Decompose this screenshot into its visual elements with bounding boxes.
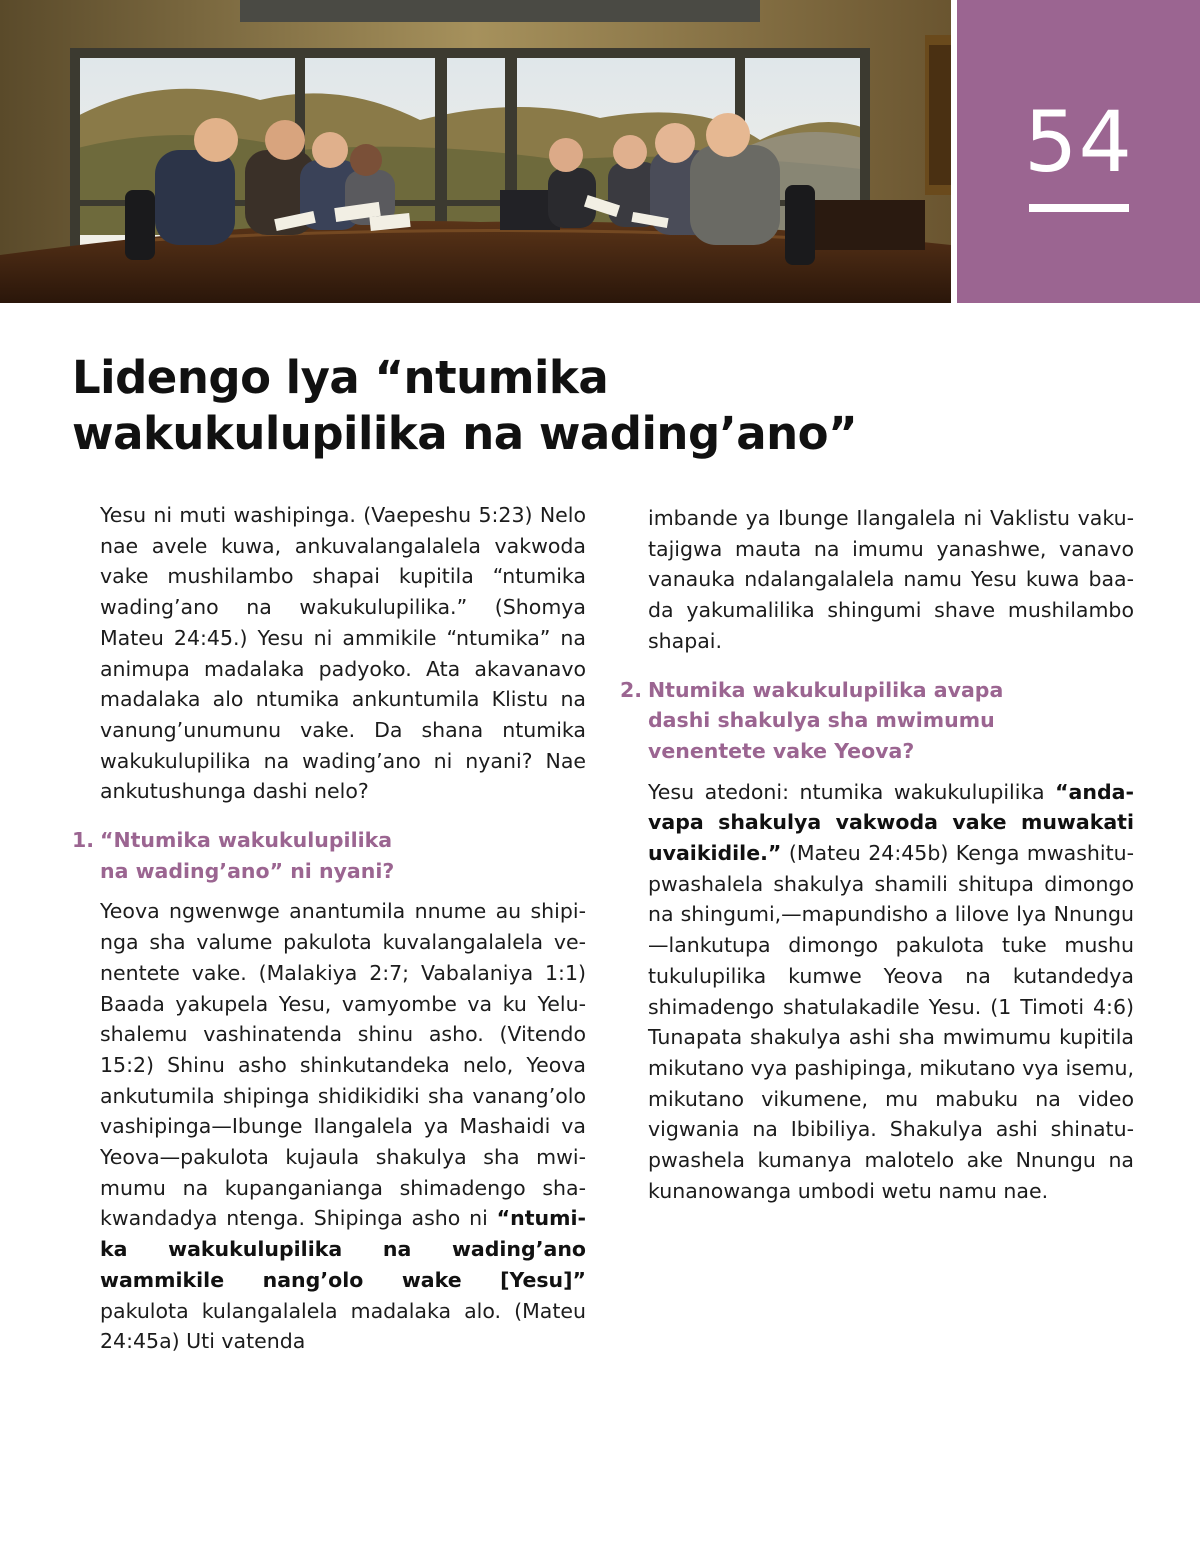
question-1-answer-continued: imbande ya Ibunge Ilangalela ni Vaklistu vakutajigwa mauta na imumu yanashwe, vanavo vanauka ndalangalalela namu Yesu kuwa baada yakumalilika shingumi shave mushilambo shapai. (648, 506, 1134, 653)
question-2-answer-part-a: Yesu atedoni: ntumika wakukulupilika (648, 779, 1056, 804)
question-2-answer (648, 777, 1134, 1207)
left-column (72, 500, 586, 1357)
question-1-answer (100, 896, 586, 1357)
question-1-answer-part-a: Yeova ngwenwge anantumila nnume au shipinga sha valume pakulota kuvalangalalela venentete vake. (Malakiya 2:7; Vabalaniya 1:1) Baada yakupela Yesu, vamyombe va ku Yelushalemu vashinatenda shinu asho. (Vitendo 15:2) Shinu asho shinkutandeka nelo, Yeova ankutumila shipinga shidikidiki sha vanang’olo vashipinga—Ibunge Ilangalela ya Mashaidi va Yeova—pakulota kujaula shakulya sha mwimumu na kupanganianga shimadengo shakwandadya ntenga. Shipinga asho ni (100, 899, 586, 1231)
lesson-title-line-1: Lidengo lya “ntumika (72, 351, 609, 404)
question-2-line-1: Ntumika wakukulupilika avapa (648, 677, 1004, 702)
lesson-number: 54 (1024, 93, 1133, 191)
lesson-number-panel (957, 0, 1200, 303)
question-2-number: 2. (620, 677, 643, 702)
question-2-answer-part-b: (Mateu 24:45b) Kenga mwashitupwashalela shakulya shamili shitupa dimongo na shingumi,—mapundisho a lilove lya Nnungu—lankutupa dimongo pakulota tuke mushu tukulupilika kumwe Yeova na kutandedya shimadengo shatulakadile Yesu. (1 Timoti 4:6) Tunapata shakulya ashi sha mwimumu kupitila mikutano vya pashipinga, mikutano vya isemu, mikutano vikumene, mu mabuku na video vigwania na Ibibiliya. Shakulya ashi shinatupwashela kumanya malotelo ake Nnungu na kunanowanga umbodi wetu namu nae. (648, 841, 1134, 1203)
lesson-title-line-2: wakukulupilika na wading’ano” (72, 407, 858, 460)
question-2-answer-bold: “andavapa shakulya vakwoda vake muwakati uvaikidile.” (648, 779, 1134, 866)
lesson-title (72, 350, 1132, 462)
question-2-line-3: venentete vake Yeova? (648, 738, 915, 763)
question-1-answer-bold: “ntumika wakukulupilika na wading’ano wammikile nang’olo wake [Yesu]” (100, 1206, 586, 1292)
header-photo (0, 0, 951, 303)
question-2-heading (620, 675, 1134, 767)
question-2-line-2: dashi shakulya sha mwimumu (648, 708, 995, 733)
question-1-answer-part-b: pakulota kulangalalela madalaka alo. (Mateu 24:45a) Uti vatenda (100, 1298, 586, 1354)
lesson-number-underline (1029, 204, 1129, 212)
question-1-line-2: na wading’ano” ni nyani? (100, 858, 395, 883)
right-column (620, 500, 1134, 1206)
question-1-line-1: “Ntumika wakukulupilika (100, 828, 393, 853)
question-1-heading (72, 825, 586, 886)
question-1-number: 1. (72, 828, 95, 853)
intro-paragraph: Yesu ni muti washipinga. (Vaepeshu 5:23) Nelo nae avele kuwa, ankuvalangalalela vakwoda vake mushilambo shapai kupitila “ntumika wading’ano na wakukulupilika.” (Shomya Mateu 24:45.) Yesu ni ammikile “ntumika” na animupa madalaka padyoko. Ata akavanavo madalaka alo ntumika ankuntumila Klistu na vanung’unumunu vake. Da shana ntumika wakukulupilika na wading’ano ni nyani? Nae ankutushunga dashi nelo? (100, 503, 586, 804)
